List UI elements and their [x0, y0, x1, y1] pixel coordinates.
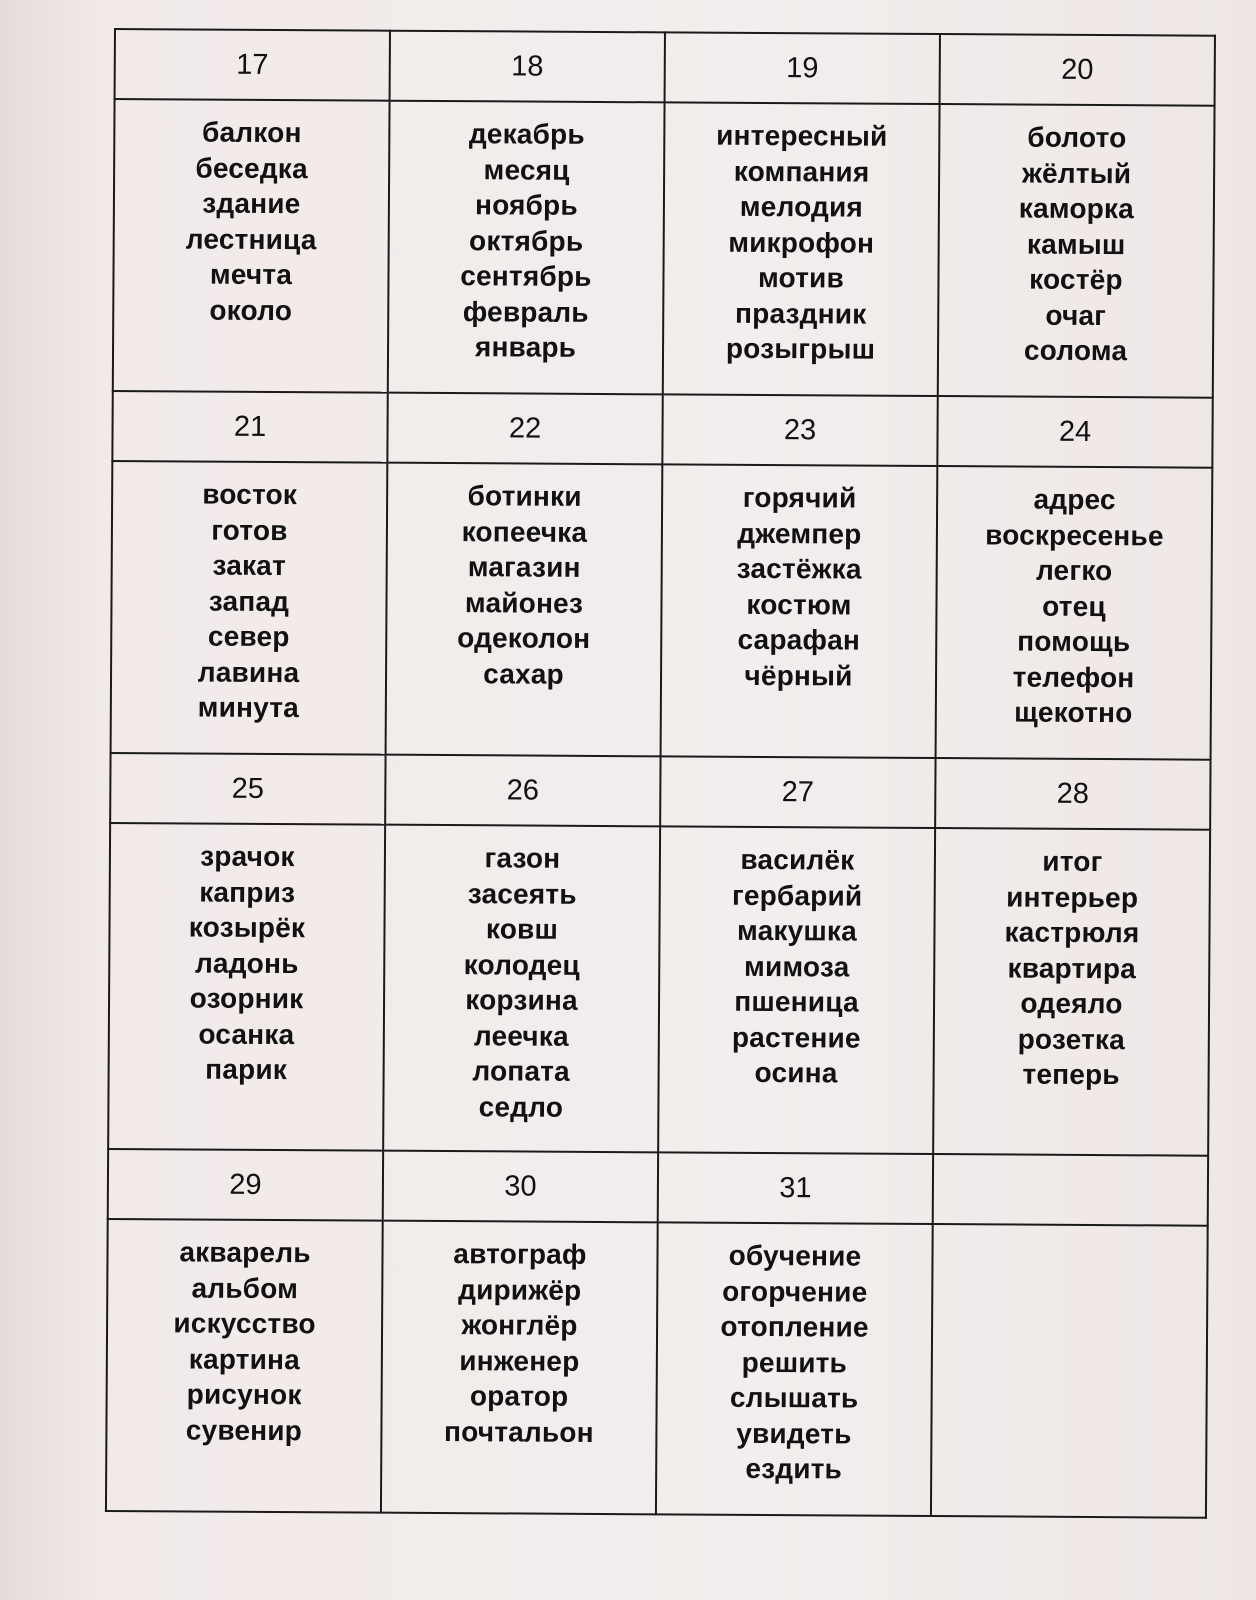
- word: мечта: [209, 258, 293, 291]
- word: балкон: [202, 116, 302, 149]
- cell-number: 28: [935, 758, 1210, 830]
- word: слышать: [729, 1381, 859, 1414]
- word: сахар: [483, 657, 565, 690]
- word: декабрь: [468, 118, 585, 150]
- number-row: [115, 29, 1215, 106]
- word-list: [656, 1222, 933, 1516]
- word: телефон: [1012, 661, 1135, 693]
- word: обучение: [728, 1239, 862, 1272]
- word: камыш: [1026, 228, 1126, 260]
- word-list: [661, 464, 938, 758]
- word: осанка: [198, 1018, 295, 1050]
- word: минута: [197, 691, 300, 724]
- word: макушка: [736, 914, 857, 947]
- word: акварель: [179, 1236, 311, 1269]
- word-list: [663, 102, 940, 396]
- words-row: [108, 823, 1210, 1156]
- cell-number: 17: [115, 29, 390, 101]
- word: дирижёр: [458, 1273, 582, 1306]
- word: озорник: [189, 982, 304, 1015]
- word: лопата: [472, 1055, 570, 1087]
- word: зрачок: [200, 840, 295, 873]
- word: костёр: [1029, 263, 1123, 296]
- word-list: [381, 1221, 658, 1515]
- word-list: [388, 101, 665, 395]
- word: каприз: [199, 876, 296, 908]
- word: закат: [212, 549, 287, 582]
- cell-number: 24: [937, 396, 1212, 468]
- word: леечка: [473, 1019, 569, 1052]
- cell-number: 19: [665, 32, 940, 104]
- word: растение: [731, 1021, 861, 1054]
- word: ладонь: [194, 947, 299, 979]
- word-list: [938, 104, 1215, 398]
- word: жонглёр: [461, 1309, 578, 1341]
- word-list: [108, 823, 385, 1151]
- word: василёк: [740, 843, 855, 876]
- number-row: [112, 391, 1212, 468]
- number-row: [110, 753, 1210, 830]
- word: лестница: [185, 222, 317, 255]
- word: жёлтый: [1021, 157, 1132, 189]
- word: ездить: [745, 1452, 843, 1485]
- word: помощь: [1017, 625, 1131, 658]
- word: застёжка: [736, 552, 862, 585]
- word: магазин: [467, 551, 581, 583]
- word: одеколон: [457, 622, 591, 654]
- word: пшеница: [734, 985, 859, 1018]
- word: готов: [211, 514, 288, 546]
- word: лавина: [197, 656, 300, 688]
- word: квартира: [1007, 951, 1137, 984]
- word-list: [658, 826, 935, 1154]
- cell-number: 25: [110, 753, 385, 825]
- word: розетка: [1017, 1023, 1126, 1055]
- word: рисунок: [186, 1378, 302, 1411]
- word-list: [111, 461, 388, 755]
- word: парик: [205, 1053, 288, 1086]
- word: увидеть: [736, 1417, 852, 1450]
- word: север: [207, 620, 290, 653]
- cell-number: 22: [387, 393, 662, 465]
- word: осина: [754, 1056, 838, 1089]
- word: болото: [1027, 121, 1127, 154]
- word: мотив: [757, 261, 845, 294]
- word: альбом: [191, 1271, 299, 1304]
- word: огорчение: [722, 1275, 868, 1308]
- word: искусство: [173, 1307, 316, 1340]
- word: горячий: [742, 481, 857, 514]
- word: очаг: [1045, 299, 1107, 331]
- word: оратор: [469, 1380, 569, 1412]
- word: сувенир: [185, 1413, 303, 1446]
- cell-number: 21: [112, 391, 387, 463]
- word-list: [936, 466, 1213, 760]
- word-list-empty: [931, 1224, 1208, 1518]
- word: запад: [208, 585, 290, 617]
- vocabulary-table: [105, 28, 1216, 1519]
- word: теперь: [1022, 1058, 1120, 1091]
- word: восток: [202, 478, 298, 511]
- word: картина: [188, 1342, 301, 1375]
- word-list: [933, 828, 1210, 1156]
- word: газон: [484, 842, 561, 874]
- word-list: [386, 463, 663, 757]
- cell-number: 30: [383, 1151, 658, 1223]
- word: отопление: [720, 1310, 869, 1343]
- words-row: [106, 1219, 1208, 1518]
- word: месяц: [483, 153, 570, 186]
- word: одеяло: [1020, 987, 1123, 1020]
- word: компания: [733, 155, 870, 188]
- number-row: [108, 1149, 1208, 1226]
- cell-number: 26: [385, 755, 660, 827]
- word: легко: [1035, 554, 1113, 587]
- word: засеять: [467, 877, 577, 910]
- cell-number: 31: [658, 1152, 933, 1224]
- cell-number: [933, 1154, 1208, 1226]
- word: октябрь: [469, 224, 584, 257]
- word: кастрюля: [1004, 916, 1140, 949]
- word: седло: [478, 1090, 564, 1123]
- word: костюм: [746, 588, 852, 621]
- word: чёрный: [744, 659, 853, 692]
- word: каморка: [1018, 192, 1135, 225]
- word: сентябрь: [460, 260, 592, 292]
- word: интересный: [716, 119, 888, 152]
- word-list: [106, 1219, 383, 1513]
- word: микрофон: [728, 226, 875, 259]
- cell-number: 27: [660, 756, 935, 828]
- word: гербарий: [731, 879, 863, 912]
- word: сарафан: [737, 623, 861, 656]
- word: мимоза: [744, 950, 850, 983]
- word-list: [383, 825, 660, 1153]
- word: ковш: [485, 913, 559, 945]
- word: февраль: [462, 295, 589, 328]
- word: решить: [741, 1346, 848, 1379]
- word: почтальон: [443, 1415, 594, 1448]
- word: здание: [202, 187, 301, 220]
- word: щекотно: [1014, 696, 1133, 729]
- word: козырёк: [188, 911, 306, 944]
- word: автограф: [453, 1238, 587, 1270]
- word: воскресенье: [985, 518, 1164, 551]
- cell-number: 20: [940, 34, 1215, 106]
- word: ноябрь: [474, 189, 578, 221]
- cell-number: 29: [108, 1149, 383, 1221]
- word: солома: [1023, 334, 1128, 367]
- word: январь: [474, 331, 577, 363]
- words-row: [113, 99, 1215, 398]
- cell-number: 18: [390, 31, 665, 103]
- word-list: [113, 99, 390, 393]
- word: колодец: [463, 948, 580, 981]
- cell-number: 23: [662, 394, 937, 466]
- word: праздник: [734, 297, 867, 330]
- word: итог: [1042, 845, 1103, 878]
- word: инженер: [459, 1344, 580, 1377]
- word: отец: [1042, 590, 1106, 622]
- words-row: [111, 461, 1213, 760]
- word: майонез: [464, 586, 584, 619]
- word: ботинки: [467, 480, 582, 512]
- word: корзина: [465, 984, 578, 1016]
- word: адрес: [1033, 483, 1116, 516]
- word: интерьер: [1006, 880, 1139, 913]
- word: копеечка: [461, 515, 588, 548]
- word: розыгрыш: [725, 332, 876, 365]
- word: около: [209, 294, 293, 326]
- word: джемпер: [737, 517, 862, 550]
- word: беседка: [195, 152, 308, 184]
- word: мелодия: [739, 190, 864, 223]
